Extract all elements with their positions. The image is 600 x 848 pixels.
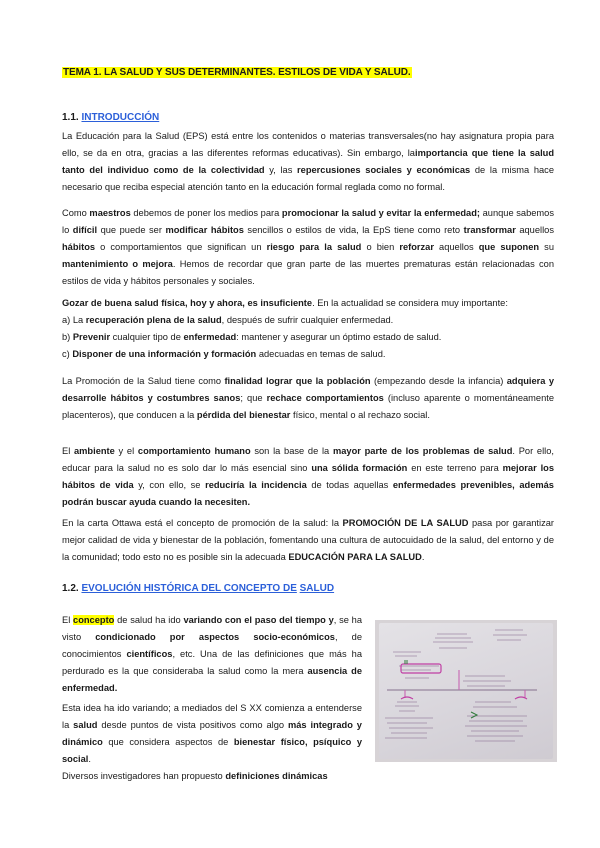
text-bold: modificar hábitos: [165, 225, 244, 235]
text: cualquier tipo de: [110, 332, 184, 342]
text-bold: científicos: [126, 649, 173, 659]
text-bold: difícil: [72, 225, 98, 235]
text: adecuadas en temas de salud.: [256, 349, 386, 359]
text-bold: Prevenir: [72, 332, 111, 342]
text-bold: definiciones dinámicas: [225, 771, 328, 781]
section-number: 1.2.: [62, 583, 79, 594]
text: pasa por garantizar mejor calidad de vida y bienestar de la población, fomentando una cultura de autocuidado de la salud, del entorno y de la comunidad; todo esto no es posible sin la adecuada: [62, 518, 554, 562]
text: a) La: [62, 315, 86, 325]
text-bold: bienestar físico, psíquico y social: [62, 737, 363, 764]
section-number: 1.1.: [62, 112, 79, 123]
text-bold: que suponen: [478, 242, 540, 252]
text-bold: rechace comportamientos: [266, 393, 384, 403]
text: La Promoción de la Salud tiene como: [62, 376, 225, 386]
text: .: [88, 754, 91, 764]
text-bold: variando con el paso del tiempo y: [183, 615, 334, 625]
text: debemos de poner los medios para: [130, 208, 282, 218]
text: o bien: [361, 242, 400, 252]
paragraph-8: [62, 700, 362, 768]
text-bold: transformar: [463, 225, 516, 235]
text-bold: más integrado y dinámico: [62, 720, 362, 747]
text: , después de sufrir cualquier enfermedad.: [221, 315, 394, 325]
text: (empezando desde la infancia): [370, 376, 507, 386]
text-bold: ambiente: [74, 446, 115, 456]
text-bold: promocionar la salud y evitar la enfermedad;: [281, 208, 480, 218]
paragraph-9: [62, 768, 362, 785]
text-bold: enfermedades prevenibles, además podrán buscar ayuda cuando la necesiten.: [62, 480, 554, 507]
text-bold: reduciría la incidencia: [205, 480, 307, 490]
text: (incluso aparente o momentáneamente placenteros), que conducen a la: [62, 393, 554, 420]
text-bold: importancia que tiene la salud tanto del individuo como de la colectividad: [62, 148, 555, 175]
text: de la misma hace necesario que reciba especial atención tanto en la educación formal reglada como no formal.: [62, 165, 554, 192]
text: de salud ha ido: [114, 615, 184, 625]
section-heading-evolution: [62, 583, 334, 594]
handwritten-diagram-sketch: [375, 620, 557, 762]
text: , se ha visto: [62, 615, 362, 642]
text: y, las: [264, 165, 298, 175]
paragraph-2: [62, 205, 554, 290]
text-bold: mantenimiento o mejora: [62, 259, 173, 269]
text: . Por ello, educar para la salud no es solo dar lo más esencial sino: [62, 446, 554, 473]
section-link-salud[interactable]: SALUD: [299, 583, 335, 594]
text: de todas aquellas: [306, 480, 393, 490]
text: La Educación para la Salud (EPS) está entre los contenidos o materias transversales(no hay asignatura propia para ello, se da en otra, gracias a las diferentes reformas educativas). Sin embargo, la: [62, 131, 554, 158]
text-bold: adquiera y desarrolle hábitos y costumbres sanos: [62, 376, 554, 403]
section-heading-intro: [62, 112, 159, 123]
handwritten-diagram-photo: [375, 620, 557, 762]
list-item: [62, 312, 554, 329]
text: b): [62, 332, 73, 342]
text: que puede ser: [97, 225, 166, 235]
text: : mantener y asegurar un óptimo estado de salud.: [236, 332, 442, 342]
text-bold: mejorar los hábitos de vida: [62, 463, 554, 490]
list-item: [62, 346, 554, 363]
text: físico, mental o al rechazo social.: [290, 410, 430, 420]
text-bold: EDUCACIÓN PARA LA SALUD: [288, 552, 422, 562]
text-bold: comportamiento humano: [137, 446, 251, 456]
text-bold: maestros: [89, 208, 131, 218]
text: y el: [114, 446, 138, 456]
text: . Hemos de recordar que gran parte de las muertes prematuras están relacionadas con estilos de vida y hábitos personales y sociales.: [62, 259, 555, 286]
text-bold: enfermedad: [183, 332, 237, 342]
text-bold: mayor parte de los problemas de salud: [332, 446, 513, 456]
text: aquellos: [433, 242, 479, 252]
text: aquellos: [515, 225, 554, 235]
text-bold: Disponer de una información y formación: [72, 349, 257, 359]
text: en este terreno para: [407, 463, 503, 473]
text-bold: hábitos: [62, 242, 96, 252]
text-bold: ausencia de enfermedad.: [62, 666, 363, 693]
text-bold: repercusiones sociales y económicas: [297, 165, 471, 175]
text: El: [62, 446, 74, 456]
text: desde puntos de vista positivos como algo: [97, 720, 288, 730]
paragraph-7: [62, 612, 362, 697]
text: sencillos o estilos de vida, la EpS tiene como reto: [243, 225, 464, 235]
text: aunque sabemos lo: [62, 208, 554, 235]
list-item: [62, 329, 554, 346]
text: .: [421, 552, 425, 562]
text: Diversos investigadores han propuesto: [62, 771, 226, 781]
text: su: [539, 242, 554, 252]
text-bold: finalidad lograr que la población: [224, 376, 371, 386]
text-bold: riesgo para la salud: [266, 242, 362, 252]
text-bold: PROMOCIÓN DE LA SALUD: [342, 518, 469, 528]
text: ; que: [240, 393, 267, 403]
text: son la base de la: [250, 446, 333, 456]
text: c): [62, 349, 73, 359]
text: El: [62, 615, 74, 625]
text: , etc. Una de las definiciones que más ha perdurado es la que consideraba la salud como la mera: [62, 649, 362, 676]
paragraph-4: [62, 373, 554, 424]
text: Esta idea ha ido variando; a mediados del S XX comienza a entenderse la: [62, 703, 362, 730]
text: . En la actualidad se considera muy importante:: [312, 298, 508, 308]
text-bold: salud: [73, 720, 98, 730]
text-bold: reforzar: [399, 242, 434, 252]
text-bold-highlight: concepto: [73, 615, 115, 625]
text-bold: pérdida del bienestar: [196, 410, 291, 420]
paragraph-1: [62, 128, 554, 196]
requirements-list: [62, 312, 554, 363]
document-title: TEMA 1. LA SALUD Y SUS DETERMINANTES. ESTILOS DE VIDA Y SALUD.: [63, 67, 411, 78]
text: o comportamientos que significan un: [95, 242, 267, 252]
paragraph-5: [62, 443, 554, 511]
text: , de conocimientos: [62, 632, 362, 659]
text-bold: recuperación plena de la salud: [85, 315, 222, 325]
paragraph-3: [62, 295, 554, 312]
text: y, con ello, se: [133, 480, 206, 490]
paragraph-6: [62, 515, 554, 566]
text-bold: Gozar de buena salud física, hoy y ahora, es insuficiente: [62, 298, 313, 308]
section-link-intro[interactable]: INTRODUCCIÓN: [81, 112, 160, 123]
text: que considera aspectos de: [102, 737, 234, 747]
section-link-evolution[interactable]: EVOLUCIÓN HISTÓRICA DEL CONCEPTO DE: [81, 583, 297, 594]
text-bold: una sólida formación: [311, 463, 408, 473]
text: En la carta Ottawa está el concepto de promoción de la salud: la: [62, 518, 343, 528]
text: Como: [62, 208, 90, 218]
text-bold: condicionado por aspectos socio-económicos: [95, 632, 335, 642]
